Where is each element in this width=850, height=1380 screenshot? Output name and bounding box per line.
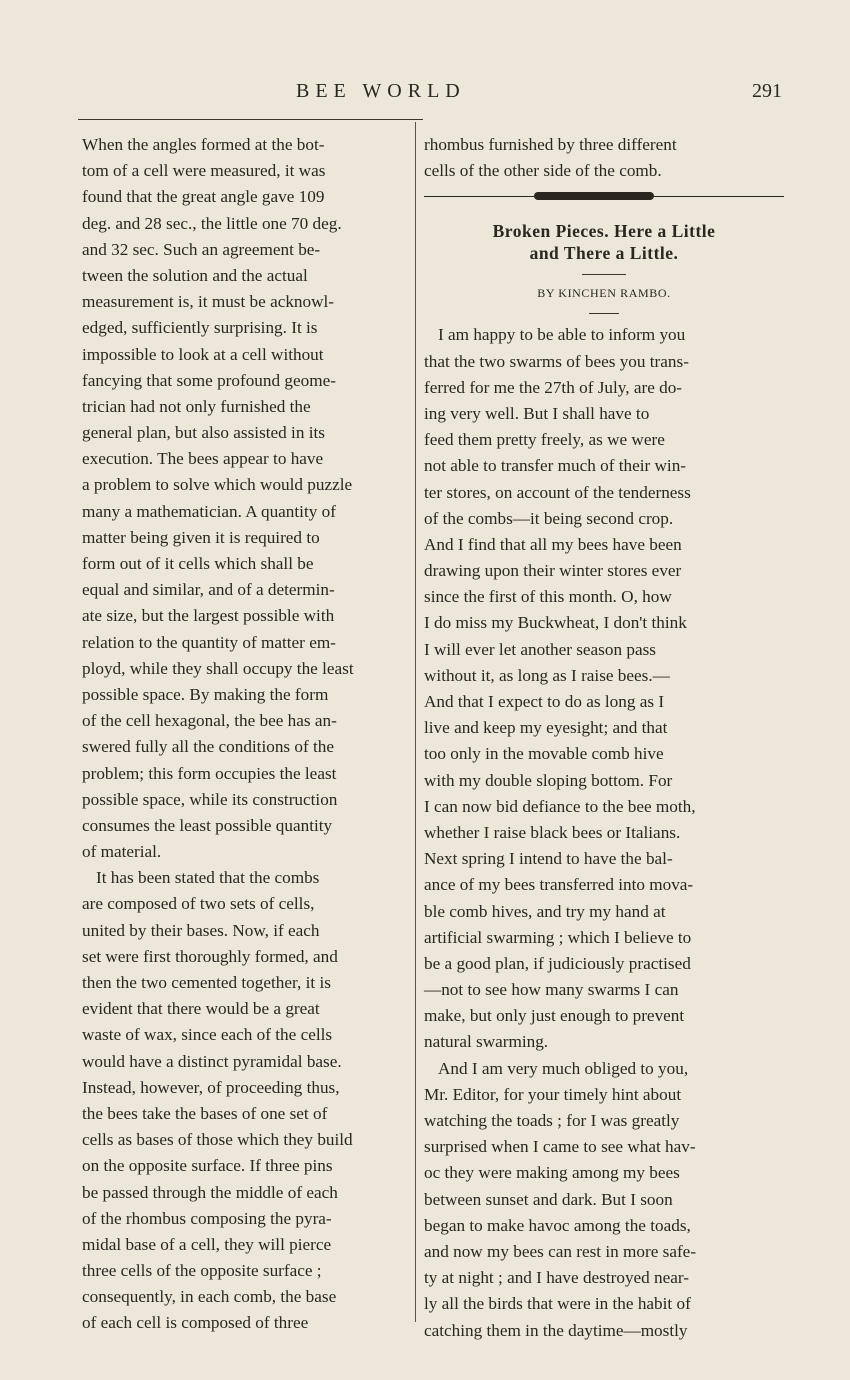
text-line: between sunset and dark. But I soon: [424, 1189, 673, 1209]
byline-rule: [589, 313, 619, 314]
text-line: When the angles formed at the bot-: [82, 135, 325, 154]
text-line: oc they were making among my bees: [424, 1163, 680, 1183]
text-line: ing very well. But I shall have to: [424, 403, 650, 423]
text-line: tween the solution and the actual: [82, 265, 308, 285]
text-line: ate size, but the largest possible with: [82, 606, 335, 626]
text-line: with my double sloping bottom. For: [424, 770, 673, 790]
text-line: ly all the birds that were in the habit of: [424, 1294, 691, 1314]
text-line: matter being given it is required to: [82, 527, 320, 547]
text-line: measurement is, it must be acknowl-: [82, 292, 335, 312]
text-line: midal base of a cell, they will pierce: [82, 1234, 332, 1254]
text-line: began to make havoc among the toads,: [424, 1215, 691, 1235]
right-column-continuation: [424, 132, 784, 184]
text-line: drawing upon their winter stores ever: [424, 561, 682, 581]
text-line: possible space. By making the form: [82, 684, 329, 704]
text-line: equal and similar, and of a determin-: [82, 580, 335, 600]
running-title: BEE WORLD: [296, 80, 466, 102]
text-line: form out of it cells which shall be: [82, 554, 314, 573]
byline: BY KINCHEN RAMBO.: [537, 286, 671, 301]
text-line: of the combs—it being second crop.: [424, 508, 674, 528]
text-line: consequently, in each comb, the base: [82, 1287, 337, 1307]
text-line: live and keep my eyesight; and that: [424, 718, 668, 738]
text-line: trician had not only furnished the: [82, 396, 311, 416]
text-line: would have a distinct pyramidal base.: [82, 1051, 342, 1071]
text-line: since the first of this month. O, how: [424, 587, 672, 607]
text-line: natural swarming.: [424, 1032, 549, 1052]
text-line: problem; this form occupies the least: [82, 763, 337, 783]
text-line: ter stores, on account of the tenderness: [424, 482, 691, 502]
text-line: possible space, while its construction: [82, 789, 338, 809]
text-line: evident that there would be a great: [82, 999, 320, 1019]
text-line: ferred for me the 27th of July, are do-: [424, 377, 683, 397]
text-line: found that the great angle gave 109: [82, 187, 325, 207]
text-line: set were first thoroughly formed, and: [82, 946, 338, 966]
text-line: execution. The bees appear to have: [82, 449, 324, 469]
text-line: consumes the least possible quantity: [82, 815, 333, 835]
text-line: And I am very much obliged to you,: [438, 1058, 689, 1078]
text-line: of the rhombus composing the pyra-: [82, 1208, 332, 1228]
text-line: on the opposite surface. If three pins: [82, 1156, 333, 1176]
text-line: not able to transfer much of their win-: [424, 456, 687, 476]
text-line: deg. and 28 sec., the little one 70 deg.: [82, 213, 342, 233]
text-line: surprised when I came to see what hav-: [424, 1137, 696, 1157]
text-line: the bees take the bases of one set of: [82, 1103, 328, 1123]
text-line: ty at night ; and I have destroyed near-: [424, 1268, 690, 1288]
text-line: ployd, while they shall occupy the least: [82, 658, 354, 678]
text-line: united by their bases. Now, if each: [82, 920, 320, 940]
text-line: then the two cemented together, it is: [82, 973, 331, 992]
text-line: whether I raise black bees or Italians.: [424, 822, 681, 842]
text-line: ance of my bees transferred into mova-: [424, 875, 694, 895]
text-line: waste of wax, since each of the cells: [82, 1025, 333, 1045]
text-line: I am happy to be able to inform you: [438, 325, 686, 345]
text-line: Instead, however, of proceeding thus,: [82, 1077, 340, 1097]
title-rule: [582, 274, 626, 275]
text-line: make, but only just enough to prevent: [424, 1006, 685, 1026]
text-line: watching the toads ; for I was greatly: [424, 1111, 680, 1130]
text-line: three cells of the opposite surface ;: [82, 1261, 322, 1281]
text-line: that the two swarms of bees you trans-: [424, 351, 689, 371]
left-column: [82, 132, 408, 1337]
text-line: many a mathematician. A quantity of: [82, 501, 336, 521]
text-line: I will ever let another season pass: [424, 639, 656, 659]
text-line: and now my bees can rest in more safe-: [424, 1241, 697, 1261]
text-line: feed them pretty freely, as we were: [424, 430, 665, 450]
right-column: [424, 132, 784, 1344]
article-title-line-1: Broken Pieces. Here a Little: [492, 221, 716, 242]
text-line: edged, sufficiently surprising. It is: [82, 318, 318, 338]
text-line: cells as bases of those which they build: [82, 1130, 353, 1150]
text-line: too only in the movable comb hive: [424, 744, 664, 764]
text-line: I do miss my Buckwheat, I don't think: [424, 613, 687, 633]
text-line: rhombus furnished by three different: [424, 135, 677, 154]
text-line: of the cell hexagonal, the bee has an-: [82, 711, 337, 731]
text-line: And I find that all my bees have been: [424, 534, 682, 554]
divider-ornament: [534, 192, 654, 200]
text-line: relation to the quantity of matter em-: [82, 632, 336, 652]
text-line: are composed of two sets of cells,: [82, 894, 315, 914]
text-line: ble comb hives, and try my hand at: [424, 901, 666, 921]
text-line: artificial swarming ; which I believe to: [424, 927, 692, 947]
article-body: [424, 322, 784, 1343]
text-line: cells of the other side of the comb.: [424, 161, 662, 181]
text-line: catching them in the daytime—mostly: [424, 1320, 688, 1340]
text-line: tom of a cell were measured, it was: [82, 161, 326, 181]
page-number: 291: [752, 80, 782, 102]
header-rule: [78, 119, 423, 120]
text-line: be passed through the middle of each: [82, 1182, 338, 1202]
text-line: impossible to look at a cell without: [82, 344, 324, 364]
text-line: of material.: [82, 842, 162, 862]
text-line: general plan, but also assisted in its: [82, 423, 325, 443]
text-line: Mr. Editor, for your timely hint about: [424, 1084, 682, 1104]
text-line: of each cell is composed of three: [82, 1313, 309, 1333]
text-line: a problem to solve which would puzzle: [82, 475, 353, 495]
text-line: fancying that some profound geome-: [82, 370, 336, 390]
text-line: Next spring I intend to have the bal-: [424, 849, 673, 869]
text-line: and 32 sec. Such an agreement be-: [82, 239, 321, 259]
page-header: [0, 80, 850, 110]
column-divider: [415, 122, 416, 1322]
text-line: without it, as long as I raise bees.—: [424, 665, 670, 685]
section-divider: [424, 184, 784, 212]
text-line: —not to see how many swarms I can: [424, 980, 679, 1000]
article-title-line-2: and There a Little.: [529, 243, 679, 264]
text-line: I can now bid defiance to the bee moth,: [424, 796, 696, 816]
text-line: It has been stated that the combs: [96, 868, 320, 888]
text-line: be a good plan, if judiciously practised: [424, 953, 691, 973]
text-line: swered fully all the conditions of the: [82, 737, 335, 757]
text-line: And that I expect to do as long as I: [424, 692, 665, 711]
article-title: [424, 220, 784, 264]
